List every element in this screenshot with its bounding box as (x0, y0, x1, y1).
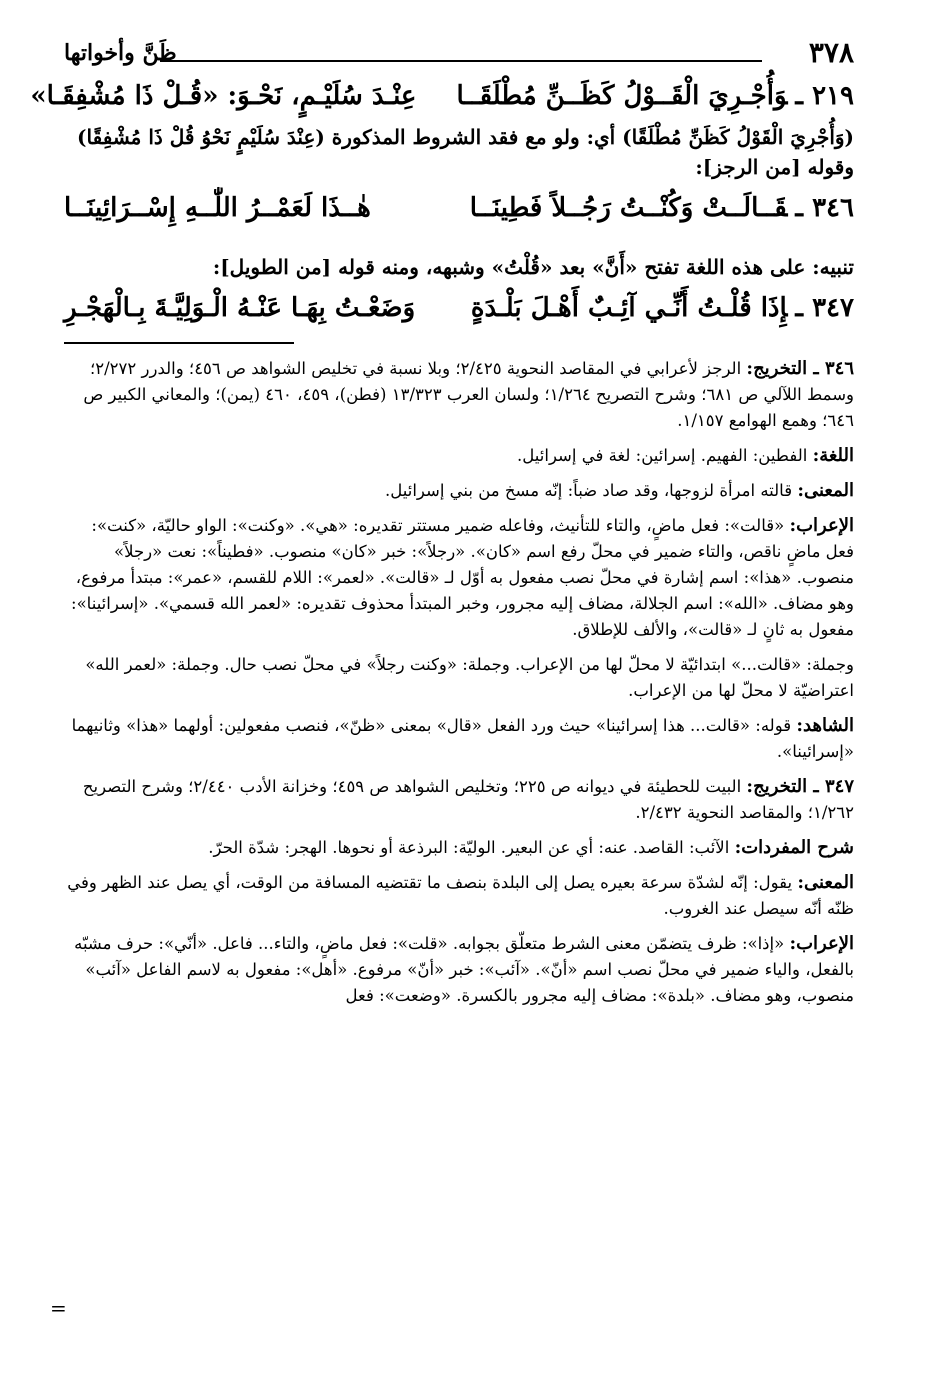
continuation-mark: = (50, 1296, 67, 1320)
footnote-label: المعنى: (797, 480, 854, 501)
commentary-paragraph: (وَأُجْرِيَ الْقَوْلُ كَظَنِّ مُطْلَقًا) أي: ولو مع فقد الشروط المذكورة (عِنْدَ سُلَيْمٍ نَحْوُ قُلْ ذَا مُشْفِقًا) وقوله [من الرجز]: (77, 125, 854, 179)
footnote-label: المعنى: (797, 872, 854, 893)
verse-number: ٣٤٦ ـ (795, 193, 854, 223)
footnote-label: الإعراب: (789, 933, 854, 954)
verse-number: ٣٤٧ ـ (795, 293, 854, 323)
footnote-label: ٣٤٦ ـ التخريج: (746, 358, 854, 379)
footnote-346-jumal (64, 652, 854, 704)
footnote-text: قوله: «قالت... هذا إسرائينا» حيث ورد الفعل «قال» بمعنى «ظنّ»، فنصب مفعولين: أولهما «هذا» وثانيهما «إسرائينا». (71, 716, 854, 761)
footnote-label: اللغة: (812, 445, 854, 466)
footnote-label: الإعراب: (789, 515, 854, 536)
verse-hemistich-1: إِذَا قُلْـتُ أَنِّـي آئِـبٌ أَهْـلَ بَلْـدَةٍ (470, 293, 788, 323)
running-header (64, 36, 854, 76)
footnote-346-shahid (64, 713, 854, 765)
verse-number: ٢١٩ ـ (795, 81, 854, 111)
header-rule (160, 60, 762, 62)
footnote-text: الفطين: الفهيم. إسرائين: لغة في إسرائيل. (517, 446, 808, 465)
footnote-text: الآئب: القاصد. عنه: أي عن البعير. الوليّة: البرذعة أو نحوها. الهجر: شدّة الحرّ. (208, 838, 730, 857)
footnote-label: شرح المفردات: (734, 837, 854, 858)
verse-hemistich-2: وَضَعْـتُ بِهَـا عَنْـهُ الْـوَلِيَّـةَ بِـالْهَجْـرِ (64, 293, 416, 323)
footnote-label: ٣٤٧ ـ التخريج: (746, 776, 854, 797)
page-number: ٣٧٨ (808, 36, 854, 69)
footnote-text: «إذا»: ظرف يتضمّن معنى الشرط متعلّق بجوابه. «قلت»: فعل ماضٍ، والتاء... فاعل. «أنّي»: حرف مشبّه بالفعل، والياء ضمير في محلّ نصب اسم «أنّ». «آئب»: خبر «أنّ» مرفوع. «أهل»: مفعول به لاسم الفاعل «آئب» منصوب، وهو مضاف. «بلدة»: مضاف إليه مجرور بالكسرة. «وضعت»: فعل (74, 934, 854, 1005)
footnote-346-lugha (64, 443, 854, 469)
footnote-text: وجملة: «قالت...» ابتدائيّة لا محلّ لها من الإعراب. وجملة: «وكنت رجلاً» في محلّ نصب حال. وجملة: «لعمر الله» اعتراضيّة لا محلّ لها من الإعراب. (85, 655, 854, 700)
footnote-rule (64, 342, 294, 344)
footnote-347-mana (64, 870, 854, 922)
footnote-text: «قالت»: فعل ماضٍ، والتاء للتأنيث، وفاعله ضمير مستتر تقديره: «هي». «وكنت»: الواو حاليّة، «كنت»: فعل ماضٍ ناقص، والتاء ضمير في محلّ رفع اسم «كان». «رجلاً»: خبر «كان» منصوب. «فطيناً»: نعت «رجلاً» منصوب. «هذا»: اسم إشارة في محلّ نصب مفعول به أوّل لـ «قالت». «لعمر»: اللام للقسم، «عمر»: مبتدأ مرفوع، وهو مضاف. «الله»: اسم الجلالة، مضاف إليه مجرور، وخبر المبتدأ محذوف تقديره: «لعمر الله قسمي». «إسرائينا»: مفعول به ثانٍ لـ «قالت»، والألف للإطلاق. (71, 516, 854, 639)
footnote-text: الرجز لأعرابي في المقاصد النحوية ٢/٤٢٥؛ وبلا نسبة في تخليص الشواهد ص ٤٥٦؛ والدرر ٢/٢٧٢؛ وسمط اللآلي ص ٦٨١؛ وشرح التصريح ١/٢٦٤؛ ولسان العرب ١٣/٣٢٣ (فطن)، ٤٥٩، ٤٦٠ (يمن)؛ والمعاني الكبير ص ٦٤٦؛ وهمع الهوامع ١/١٥٧. (83, 359, 854, 430)
verse-347 (64, 288, 854, 328)
running-title: ظَنَّ وأخواتها (64, 40, 177, 66)
footnote-text: قالته امرأة لزوجها، وقد صاد ضباً: إنّه مسخ من بني إسرائيل. (385, 481, 793, 500)
footnote-347-mufradat (64, 835, 854, 861)
footnote-label: الشاهد: (796, 715, 854, 736)
tanbih-note: تنبيه: على هذه اللغة تفتح «أَنَّ» بعد «قُلْتُ» وشبهه، ومنه قوله [من الطويل]: (212, 255, 854, 279)
footnote-346-takhrij (64, 356, 854, 434)
page (30, 36, 854, 1018)
footnote-347-irab (64, 931, 854, 1009)
verse-hemistich-2: هٰــذَا لَعَمْــرُ اللّٰــهِ إِسْــرَائِينَــا (64, 193, 371, 223)
footnote-347-takhrij (64, 774, 854, 826)
verse-hemistich-1: وَأُجْـرِيَ الْقَــوْلُ كَظَــنِّ مُطْلَقَــا (456, 81, 788, 111)
footnote-346-irab (64, 513, 854, 643)
footnote-text: يقول: إنّه لشدّة سرعة بعيره يصل إلى البلدة بنصف ما تقتضيه المسافة من الوقت، أي يصل عند الظهر وفي ظنّه أنّه سيصل عند الغروب. (67, 873, 854, 918)
footnote-346-mana (64, 478, 854, 504)
verse-hemistich-2: عِنْـدَ سُلَيْـمٍ، نَحْـوَ: «قُـلْ ذَا مُشْفِقَـا» (30, 81, 417, 111)
footnote-text: البيت للحطيئة في ديوانه ص ٢٢٥؛ وتخليص الشواهد ص ٤٥٩؛ وخزانة الأدب ٢/٤٤٠؛ وشرح التصريح ١/٢٦٢؛ والمقاصد النحوية ٢/٤٣٢. (82, 777, 854, 822)
verse-hemistich-1: قَــالَــتْ وَكُنْــتُ رَجُــلاً فَطِينَــا (469, 193, 788, 223)
verse-219 (30, 76, 854, 116)
verse-346 (64, 188, 854, 228)
